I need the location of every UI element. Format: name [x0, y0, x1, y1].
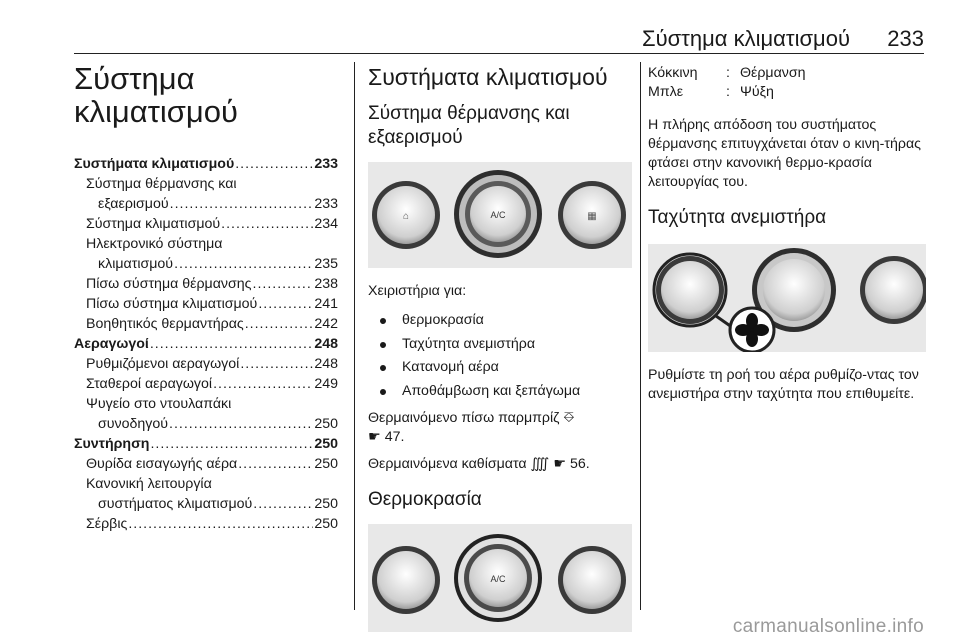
toc-page: 248 — [314, 336, 338, 352]
chapter-title-line: Σύστημα — [74, 61, 195, 96]
toc-item-label: Σταθεροί αεραγωγοί — [86, 376, 213, 392]
toc-item-cont[interactable] — [74, 414, 338, 434]
controls-list — [368, 309, 634, 403]
temperature-heading: Θερμοκρασία — [368, 489, 482, 510]
toc-page: 248 — [314, 356, 338, 372]
toc-item-cont[interactable] — [74, 494, 338, 514]
toc-item[interactable] — [74, 274, 338, 294]
toc-item-label: Ηλεκτρονικό σύστημα — [86, 236, 223, 252]
list-item: Κατανομή αέρα — [368, 356, 634, 380]
seats-note — [368, 455, 634, 474]
toc-page: 233 — [314, 196, 338, 212]
toc-item[interactable] — [74, 354, 338, 374]
legend-separator: : — [726, 65, 730, 81]
fan-panel-illustration — [648, 244, 926, 352]
rear-window-note — [368, 409, 634, 447]
toc-item-label: Ρυθμιζόμενοι αεραγωγοί — [86, 356, 240, 372]
toc-page: 234 — [314, 216, 338, 232]
toc-section-label: Συστήματα κλιματισμού — [74, 156, 235, 172]
legend-value: Θέρμανση — [740, 65, 806, 81]
toc-page: 238 — [314, 276, 338, 292]
legend-key: Μπλε — [648, 84, 684, 100]
toc-section-label: Συντήρηση — [74, 436, 150, 452]
toc-item-label: Βοηθητικός θερμαντήρας — [86, 316, 244, 332]
reference-arrow-icon: ☛ — [553, 456, 567, 472]
leader-dots — [150, 334, 313, 354]
watermark: carmanualsonline.info — [732, 616, 924, 637]
list-item: Ταχύτητα ανεμιστήρα — [368, 333, 634, 357]
toc-item-label: Ψυγείο στο ντουλαπάκι — [86, 396, 232, 412]
ac-label: A/C — [490, 574, 506, 584]
leader-dots — [253, 274, 314, 294]
header-rule — [74, 53, 924, 54]
leader-dots — [128, 514, 313, 534]
toc-item[interactable] — [74, 454, 338, 474]
svg-text:⌂: ⌂ — [402, 211, 410, 222]
leader-dots — [213, 374, 313, 394]
toc-page: 233 — [314, 156, 338, 172]
toc-section-label: Αεραγωγοί — [74, 336, 149, 352]
leader-dots — [221, 214, 313, 234]
climate-panel-illustration — [368, 162, 632, 268]
chapter-title — [74, 62, 338, 128]
leader-dots — [240, 354, 313, 374]
toc-item-label: Θυρίδα εισαγωγής αέρα — [86, 456, 238, 472]
reference-arrow-icon: ☛ — [368, 429, 381, 445]
toc-page: 250 — [314, 516, 338, 532]
middle-column — [368, 62, 634, 632]
leader-dots — [245, 314, 314, 334]
fan-speed-heading: Ταχύτητα ανεμιστήρα — [648, 207, 827, 228]
legend-value: Ψύξη — [740, 84, 774, 100]
list-item: θερμοκρασία — [368, 309, 634, 333]
leader-dots — [150, 434, 313, 454]
right-column — [648, 64, 930, 412]
toc-item-label: Κανονική λειτουργία — [86, 476, 212, 492]
color-legend-row — [648, 64, 930, 83]
toc-section[interactable] — [74, 334, 338, 354]
toc-page: 250 — [314, 436, 338, 452]
subsection-heading-line: Σύστημα θέρμανσης και — [368, 103, 570, 124]
section-heading: Συστήματα κλιματισμού — [368, 64, 608, 90]
fan-control-image — [648, 244, 926, 352]
list-item: Αποθάμβωση και ξεπάγωμα — [368, 380, 634, 404]
toc-item[interactable] — [74, 314, 338, 334]
rear-window-text: Θερμαινόμενο πίσω παρμπρίζ — [368, 410, 560, 426]
toc-page: 250 — [314, 456, 338, 472]
temperature-control-image — [368, 524, 632, 632]
toc-item[interactable] — [74, 234, 338, 254]
toc-item-label: κλιματισμού — [98, 256, 174, 272]
toc-section[interactable] — [74, 154, 338, 174]
seats-text: Θερμαινόμενα καθίσματα — [368, 456, 527, 472]
leader-dots — [169, 414, 313, 434]
toc-item[interactable] — [74, 174, 338, 194]
toc-page: 242 — [314, 316, 338, 332]
climate-control-panel-image — [368, 162, 632, 268]
legend-key: Κόκκινη — [648, 65, 698, 81]
ac-label: A/C — [490, 210, 506, 220]
leader-dots — [170, 194, 314, 214]
page-reference[interactable]: 47. — [384, 429, 405, 445]
page-header — [0, 26, 960, 54]
column-divider — [354, 62, 355, 610]
leader-dots — [253, 494, 313, 514]
toc-item-label: Πίσω σύστημα κλιματισμού — [86, 296, 258, 312]
toc-page: 235 — [314, 256, 338, 272]
toc-item-label: Σέρβις — [86, 516, 128, 532]
column-divider — [640, 62, 641, 610]
toc-item[interactable] — [74, 374, 338, 394]
color-legend-row — [648, 83, 930, 102]
toc-item-label: Σύστημα κλιματισμού — [86, 216, 221, 232]
page-reference[interactable]: 56. — [570, 456, 590, 472]
toc-page: 241 — [314, 296, 338, 312]
subsection-heading-line: εξαερισμού — [368, 127, 463, 148]
page-number: 233 — [887, 26, 924, 51]
subsection-heading — [368, 102, 634, 150]
leader-dots — [258, 294, 313, 314]
temperature-panel-illustration — [368, 524, 632, 632]
toc-item-cont[interactable] — [74, 194, 338, 214]
toc-page: 250 — [314, 496, 338, 512]
header-title: Σύστημα κλιματισμού — [641, 26, 850, 51]
toc-item-label: συνοδηγού — [98, 416, 169, 432]
toc-item-cont[interactable] — [74, 254, 338, 274]
seat-heat-icon: ⨌ — [530, 456, 550, 472]
toc-item-label: εξαερισμού — [98, 196, 169, 212]
leader-dots — [174, 254, 313, 274]
svg-text:▦: ▦ — [587, 211, 597, 222]
fan-paragraph: Ρυθμίστε τη ροή του αέρα ρυθμίζο-ντας τον ανεμιστήρα στην ταχύτητα που επιθυμείτε. — [648, 367, 919, 402]
toc-item-label: Σύστημα θέρμανσης και — [86, 176, 237, 192]
toc-section[interactable] — [74, 434, 338, 454]
chapter-title-line: κλιματισμού — [74, 94, 238, 129]
toc-page: 250 — [314, 416, 338, 432]
toc-item-label: συστήματος κλιματισμού — [98, 496, 253, 512]
toc-item[interactable] — [74, 394, 338, 414]
toc-column — [74, 62, 338, 534]
toc-item[interactable] — [74, 514, 338, 534]
heating-paragraph: Η πλήρης απόδοση του συστήματος θέρμανσης επιτυγχάνεται όταν ο κινη-τήρας φτάσει στην κανονική θερμο-κρασία λειτουργίας του. — [648, 117, 922, 190]
rear-window-heat-icon: ⎑ — [563, 410, 575, 426]
toc-item-label: Πίσω σύστημα θέρμανσης — [86, 276, 252, 292]
toc-item[interactable] — [74, 294, 338, 314]
toc-item[interactable] — [74, 214, 338, 234]
leader-dots — [235, 154, 313, 174]
toc-page: 249 — [314, 376, 338, 392]
controls-intro: Χειριστήρια για: — [368, 283, 467, 299]
legend-separator: : — [726, 84, 730, 100]
toc-item[interactable] — [74, 474, 338, 494]
leader-dots — [238, 454, 313, 474]
